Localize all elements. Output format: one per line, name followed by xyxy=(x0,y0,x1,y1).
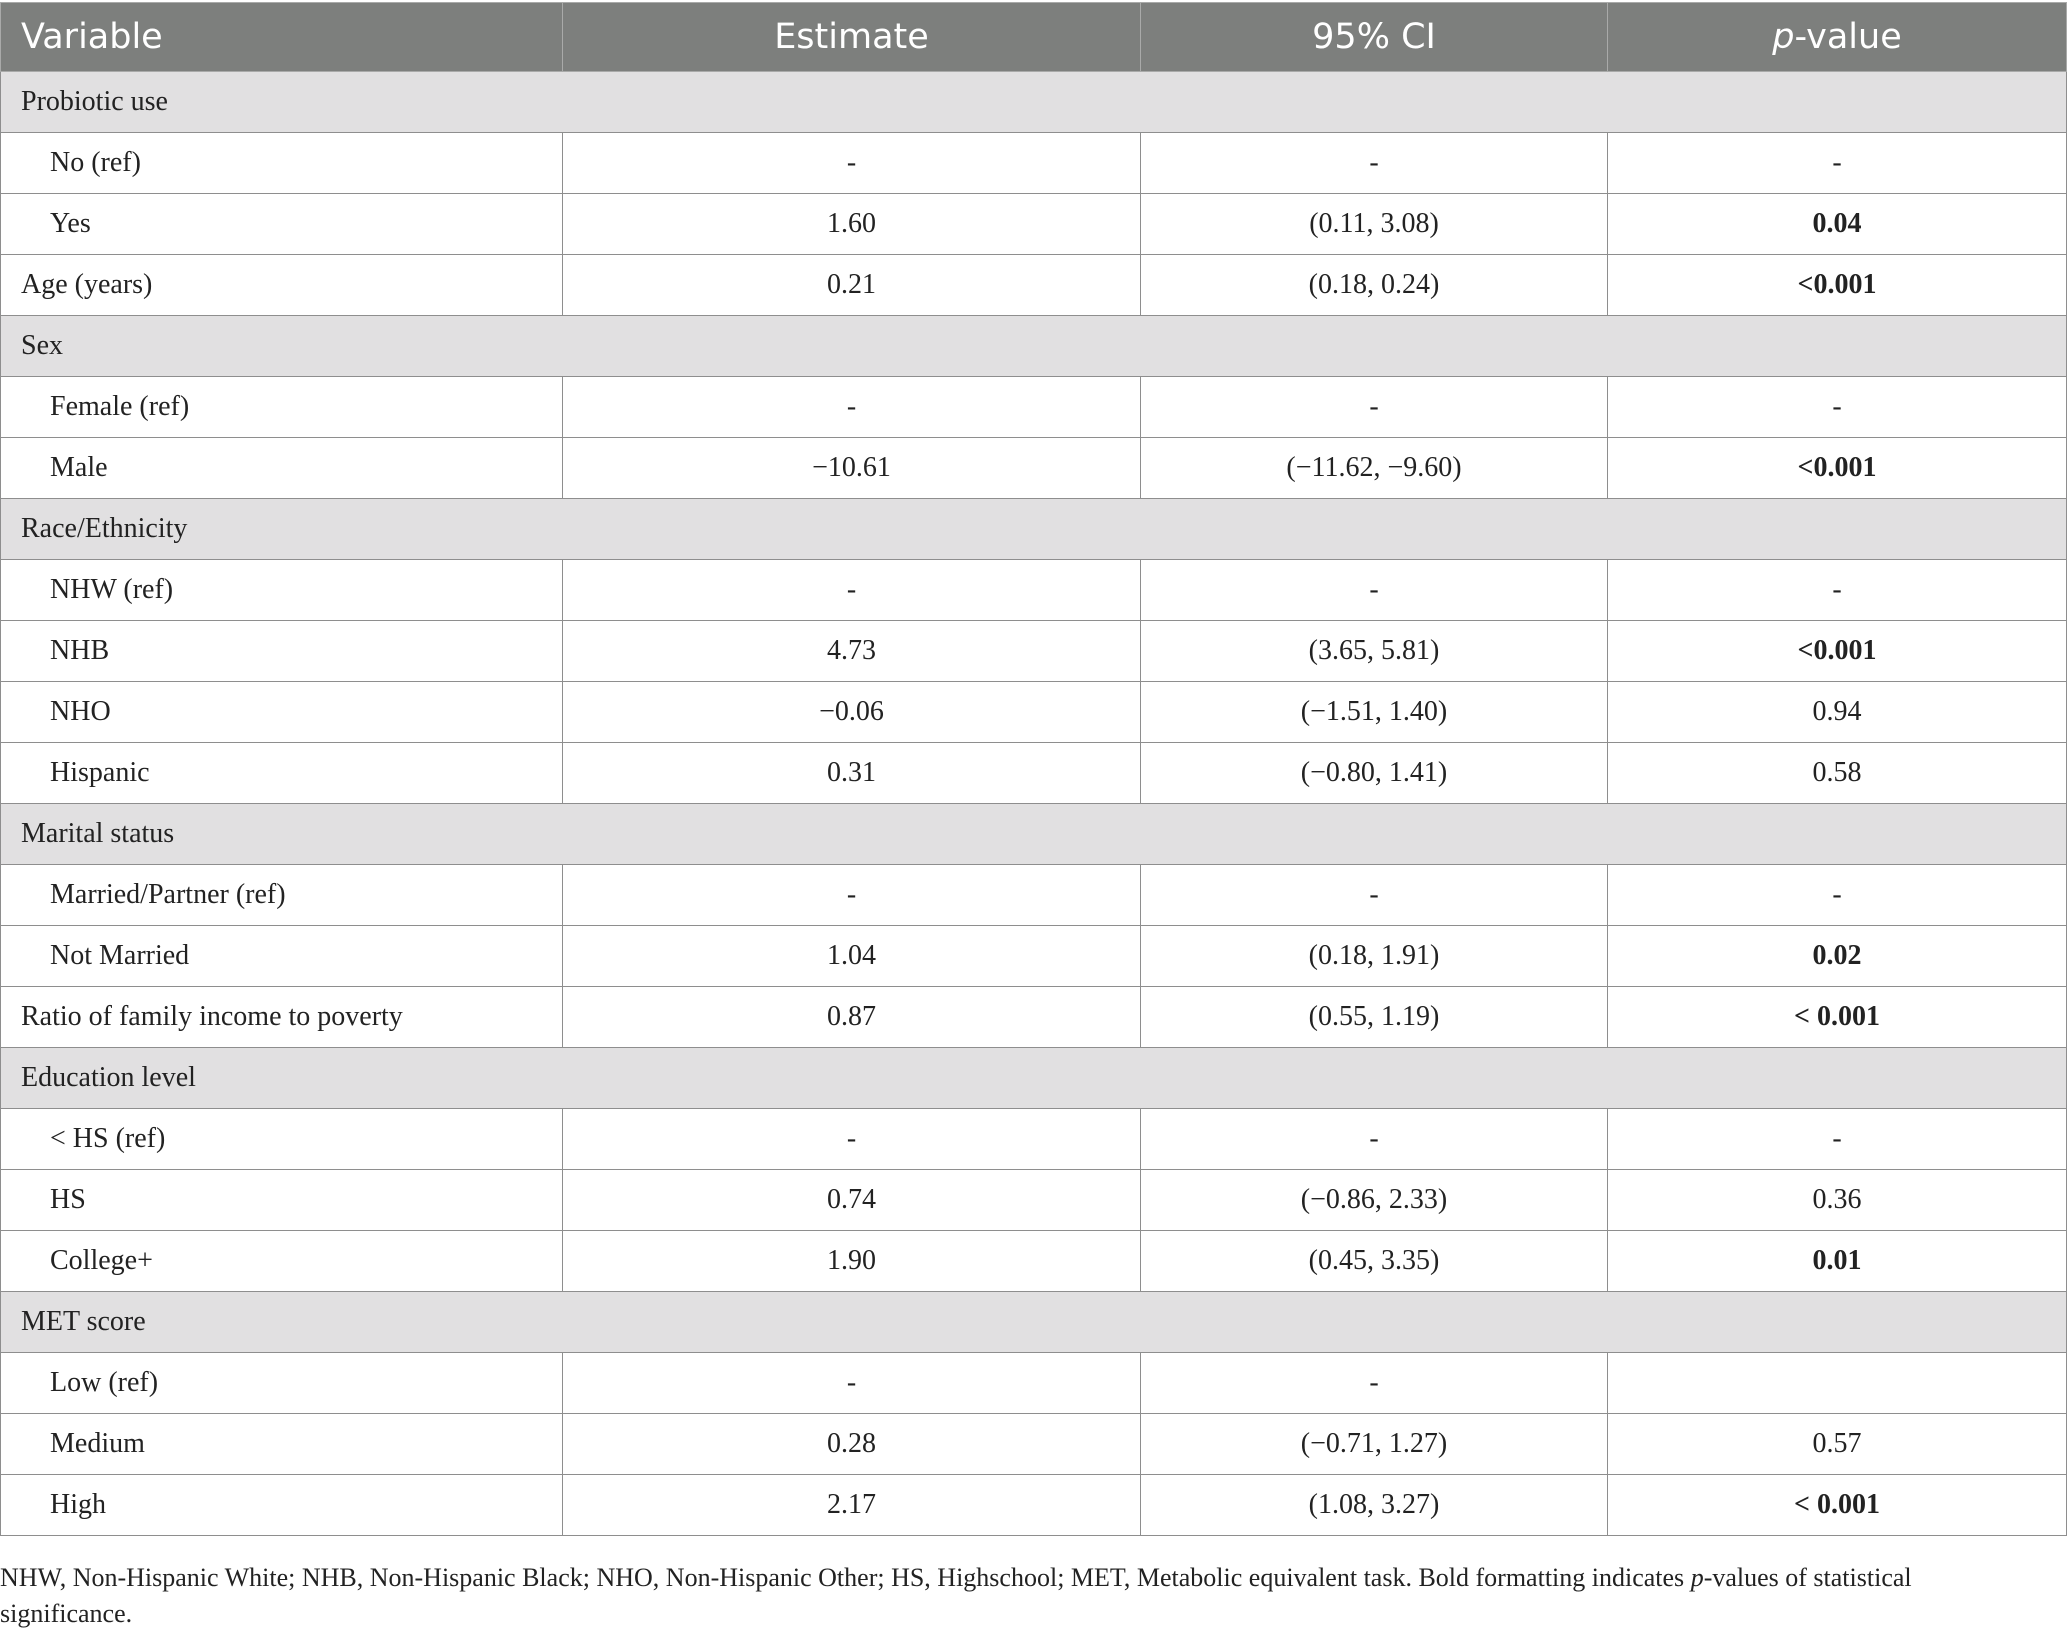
cell-estimate: - xyxy=(563,1353,1141,1414)
section-label: Sex xyxy=(1,316,2067,377)
cell-variable: Yes xyxy=(1,194,563,255)
section-row xyxy=(1,499,2067,560)
cell-p-value: <0.001 xyxy=(1608,255,2067,316)
cell-ci: (−0.86, 2.33) xyxy=(1141,1170,1608,1231)
table-row xyxy=(1,1170,2067,1231)
cell-p-value: - xyxy=(1608,865,2067,926)
table-row xyxy=(1,560,2067,621)
cell-p-value: 0.02 xyxy=(1608,926,2067,987)
table-row xyxy=(1,255,2067,316)
cell-ci: (0.11, 3.08) xyxy=(1141,194,1608,255)
cell-p-value xyxy=(1608,1353,2067,1414)
header-p-rest: -value xyxy=(1794,17,1902,57)
regression-table-container xyxy=(0,2,2066,1536)
cell-variable: NHW (ref) xyxy=(1,560,563,621)
table-row xyxy=(1,194,2067,255)
section-row xyxy=(1,316,2067,377)
footnote-p-italic: p xyxy=(1690,1563,1704,1592)
table-row xyxy=(1,1231,2067,1292)
cell-ci: (0.18, 0.24) xyxy=(1141,255,1608,316)
footnote-text-after: -values of statistical significance. xyxy=(0,1563,1912,1628)
cell-p-value: 0.94 xyxy=(1608,682,2067,743)
cell-variable: Female (ref) xyxy=(1,377,563,438)
table-row xyxy=(1,1109,2067,1170)
cell-estimate: 4.73 xyxy=(563,621,1141,682)
cell-variable: Male xyxy=(1,438,563,499)
cell-variable: Medium xyxy=(1,1414,563,1475)
cell-ci: - xyxy=(1141,865,1608,926)
section-row xyxy=(1,1048,2067,1109)
cell-estimate: 0.87 xyxy=(563,987,1141,1048)
cell-ci: - xyxy=(1141,1109,1608,1170)
cell-variable: Not Married xyxy=(1,926,563,987)
section-label: MET score xyxy=(1,1292,2067,1353)
cell-p-value: - xyxy=(1608,377,2067,438)
cell-estimate: 0.74 xyxy=(563,1170,1141,1231)
table-row xyxy=(1,1414,2067,1475)
cell-p-value: 0.01 xyxy=(1608,1231,2067,1292)
cell-estimate: - xyxy=(563,1109,1141,1170)
cell-estimate: −0.06 xyxy=(563,682,1141,743)
cell-estimate: - xyxy=(563,560,1141,621)
cell-estimate: 1.90 xyxy=(563,1231,1141,1292)
cell-p-value: 0.57 xyxy=(1608,1414,2067,1475)
cell-p-value: - xyxy=(1608,1109,2067,1170)
table-row xyxy=(1,377,2067,438)
table-row xyxy=(1,1353,2067,1414)
cell-p-value: < 0.001 xyxy=(1608,1475,2067,1536)
footnote-text-before: NHW, Non-Hispanic White; NHB, Non-Hispanic Black; NHO, Non-Hispanic Other; HS, Highschool; MET, Metabolic equivalent task. Bold formatting indicates xyxy=(0,1563,1691,1592)
cell-variable: Age (years) xyxy=(1,255,563,316)
table-row xyxy=(1,621,2067,682)
cell-variable: NHB xyxy=(1,621,563,682)
cell-ci: - xyxy=(1141,133,1608,194)
cell-variable: Ratio of family income to poverty xyxy=(1,987,563,1048)
cell-estimate: 1.04 xyxy=(563,926,1141,987)
cell-ci: - xyxy=(1141,560,1608,621)
cell-estimate: 1.60 xyxy=(563,194,1141,255)
cell-p-value: - xyxy=(1608,133,2067,194)
cell-estimate: 0.31 xyxy=(563,743,1141,804)
cell-ci: (−1.51, 1.40) xyxy=(1141,682,1608,743)
section-label: Education level xyxy=(1,1048,2067,1109)
cell-estimate: - xyxy=(563,865,1141,926)
cell-ci: (0.18, 1.91) xyxy=(1141,926,1608,987)
header-ci: 95% CI xyxy=(1141,3,1608,72)
cell-variable: Low (ref) xyxy=(1,1353,563,1414)
cell-ci: (0.55, 1.19) xyxy=(1141,987,1608,1048)
cell-p-value: < 0.001 xyxy=(1608,987,2067,1048)
section-label: Race/Ethnicity xyxy=(1,499,2067,560)
table-row xyxy=(1,438,2067,499)
cell-variable: HS xyxy=(1,1170,563,1231)
table-row xyxy=(1,1475,2067,1536)
cell-ci: (1.08, 3.27) xyxy=(1141,1475,1608,1536)
cell-estimate: - xyxy=(563,133,1141,194)
section-row xyxy=(1,804,2067,865)
table-row xyxy=(1,865,2067,926)
cell-ci: - xyxy=(1141,1353,1608,1414)
cell-variable: High xyxy=(1,1475,563,1536)
cell-variable: Married/Partner (ref) xyxy=(1,865,563,926)
header-row xyxy=(1,3,2067,72)
table-row xyxy=(1,682,2067,743)
cell-ci: (−0.71, 1.27) xyxy=(1141,1414,1608,1475)
cell-estimate: −10.61 xyxy=(563,438,1141,499)
cell-estimate: 2.17 xyxy=(563,1475,1141,1536)
regression-table xyxy=(0,2,2067,1536)
header-p-value xyxy=(1608,3,2067,72)
cell-variable: No (ref) xyxy=(1,133,563,194)
header-variable: Variable xyxy=(1,3,563,72)
cell-variable: < HS (ref) xyxy=(1,1109,563,1170)
table-footnote xyxy=(0,1560,2000,1632)
cell-p-value: 0.04 xyxy=(1608,194,2067,255)
header-estimate: Estimate xyxy=(563,3,1141,72)
table-row xyxy=(1,926,2067,987)
cell-variable: Hispanic xyxy=(1,743,563,804)
cell-estimate: - xyxy=(563,377,1141,438)
table-row xyxy=(1,133,2067,194)
cell-variable: NHO xyxy=(1,682,563,743)
table-row xyxy=(1,987,2067,1048)
section-row xyxy=(1,72,2067,133)
cell-estimate: 0.28 xyxy=(563,1414,1141,1475)
cell-p-value: 0.36 xyxy=(1608,1170,2067,1231)
cell-variable: College+ xyxy=(1,1231,563,1292)
cell-ci: (0.45, 3.35) xyxy=(1141,1231,1608,1292)
cell-estimate: 0.21 xyxy=(563,255,1141,316)
table-header xyxy=(1,3,2067,72)
cell-ci: (−11.62, −9.60) xyxy=(1141,438,1608,499)
cell-ci: (−0.80, 1.41) xyxy=(1141,743,1608,804)
cell-ci: (3.65, 5.81) xyxy=(1141,621,1608,682)
table-row xyxy=(1,743,2067,804)
cell-p-value: 0.58 xyxy=(1608,743,2067,804)
cell-ci: - xyxy=(1141,377,1608,438)
cell-p-value: <0.001 xyxy=(1608,438,2067,499)
cell-p-value: - xyxy=(1608,560,2067,621)
section-label: Marital status xyxy=(1,804,2067,865)
table-body xyxy=(1,72,2067,1536)
cell-p-value: <0.001 xyxy=(1608,621,2067,682)
section-row xyxy=(1,1292,2067,1353)
section-label: Probiotic use xyxy=(1,72,2067,133)
header-p-italic: p xyxy=(1772,17,1795,57)
